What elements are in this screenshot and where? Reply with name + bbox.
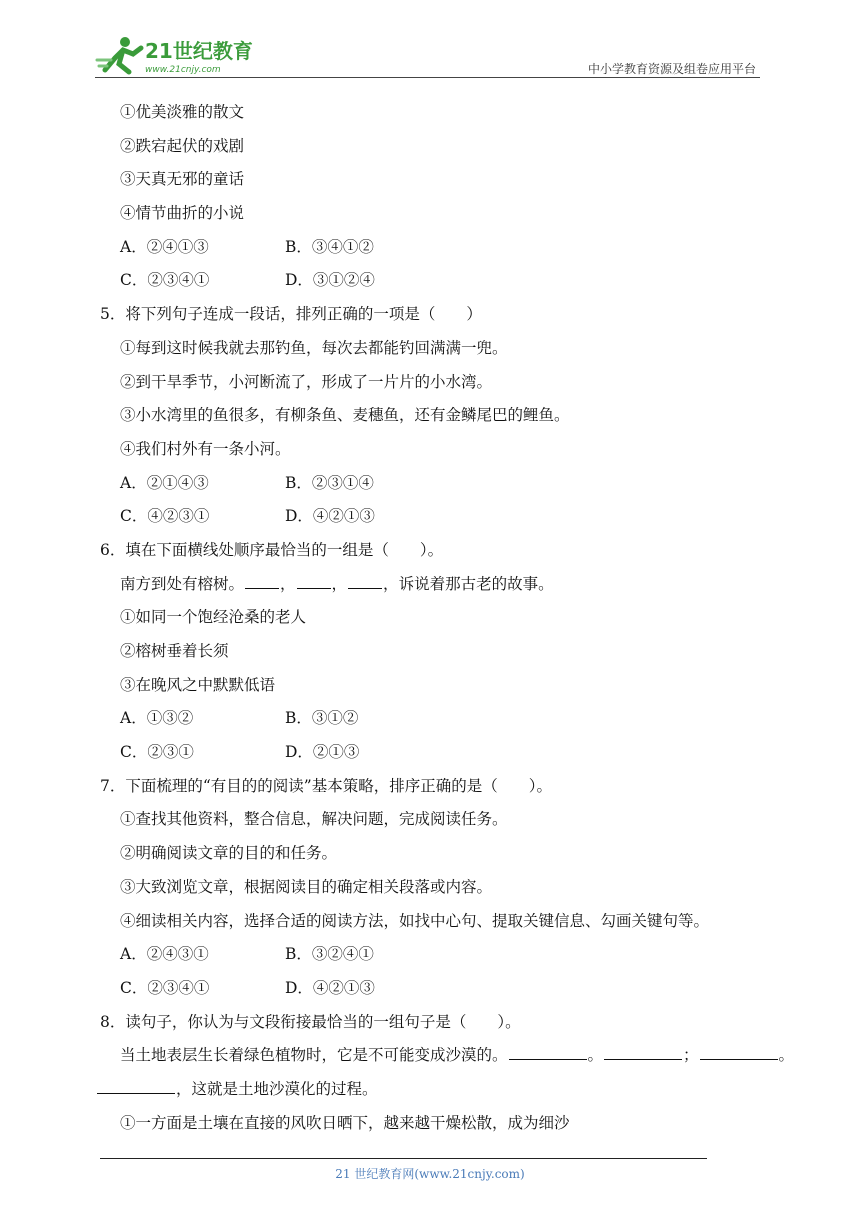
footer-divider [100,1158,707,1159]
q5-option-b: B．②③①④ [285,473,374,492]
q7-stem: 7．下面梳理的“有目的的阅读”基本策略，排序正确的是（ ）。 [100,776,552,795]
q6-item-3: ③在晚风之中默默低语 [120,675,276,694]
q7-option-c: C．②③④① [120,978,210,997]
q6-option-a: A．①③② [120,709,194,728]
q5-option-a: A．②①④③ [120,473,209,492]
q6-sentence-end: 诉说着那古老的故事。 [398,574,554,593]
q7-item-1: ①查找其他资料，整合信息，解决问题，完成阅读任务。 [120,810,508,829]
q6-sentence-start: 南方到处有榕树。 [120,574,245,593]
blank-3 [348,574,382,589]
q8-item-1: ①一方面是土壤在直接的风吹日晒下，越来越干燥松散，成为细沙 [120,1113,570,1132]
q5-item-4: ④我们村外有一条小河。 [120,439,291,458]
logo [95,34,265,76]
q6-options-row-2 [96,736,776,770]
q6-option-c: C．②③① [120,743,194,762]
blank-1 [245,574,279,589]
blank-2 [297,574,331,589]
q4-option-d: D．③①②④ [285,271,375,290]
blank-3 [700,1045,778,1060]
q5-options-row-1 [96,467,776,501]
q5-option-d: D．④②①③ [285,507,375,526]
q8-passage-line-1: 当土地表层生长着绿色植物时，它是不可能变成沙漠的。 。 ； 。 [120,1046,795,1065]
svg-text:21世纪教育: 21世纪教育 [145,39,253,63]
q7-item-3: ③大致浏览文章，根据阅读目的确定相关段落或内容。 [120,877,493,896]
q6-option-b: B．③①② [285,709,359,728]
footer-text: 21 世纪教育网(www.21cnjy.com) [335,1167,525,1181]
q4-option-c: C．②③④① [120,271,210,290]
platform-name: 中小学教育资源及组卷应用平台 [587,62,756,76]
q4-option-a: A．②④①③ [120,237,209,256]
blank-4 [97,1079,175,1094]
q4-item-2: ②跌宕起伏的戏剧 [120,136,245,155]
svg-text:www.21cnjy.com: www.21cnjy.com [145,65,221,75]
q7-option-b: B．③②④① [285,945,374,964]
blank-2 [604,1045,682,1060]
q7-item-2: ②明确阅读文章的目的和任务。 [120,844,338,863]
q7-option-a: A．②④③① [120,945,209,964]
q5-option-c: C．④②③① [120,507,210,526]
q8-stem: 8．读句子，你认为与文段衔接最恰当的一组句子是（ ）。 [100,1012,521,1031]
q5-item-2: ②到干旱季节，小河断流了，形成了一片片的小水湾。 [120,372,493,391]
q5-item-1: ①每到这时候我就去那钓鱼，每次去都能钓回满满一兜。 [120,338,508,357]
q7-options-row-1 [96,938,776,972]
q6-options-row-1 [96,702,776,736]
q4-options-row-1 [96,231,776,265]
header-divider [95,77,760,78]
q6-sentence: 南方到处有榕树。 ， ， ，诉说着那古老的故事。 [120,574,554,593]
q4-option-b: B．③④①② [285,237,374,256]
question-content [96,96,795,1140]
q7-options-row-2 [96,972,776,1006]
q6-option-d: D．②①③ [285,743,360,762]
q4-options-row-2 [96,264,776,298]
running-figure-icon [97,37,141,72]
q4-item-1: ①优美淡雅的散文 [120,103,245,121]
q4-item-3: ③天真无邪的童话 [120,170,245,189]
q8-passage-end: ，这就是土地沙漠化的过程。 [176,1079,378,1098]
q5-options-row-2 [96,500,776,534]
q5-stem: 5．将下列句子连成一段话，排列正确的一项是（ ） [100,305,482,324]
q6-item-2: ②榕树垂着长须 [120,642,229,660]
q7-item-4: ④细读相关内容，选择合适的阅读方法，如找中心句、提取关键信息、勾画关键句等。 [120,911,710,930]
blank-1 [509,1045,587,1060]
q6-item-1: ①如同一个饱经沧桑的老人 [120,608,307,627]
q4-item-4: ④情节曲折的小说 [120,204,245,223]
q5-item-3: ③小水湾里的鱼很多，有柳条鱼、麦穗鱼，还有金鳞尾巴的鲤鱼。 [120,406,570,425]
q6-stem: 6．填在下面横线处顺序最恰当的一组是（ ）。 [100,540,444,559]
q8-passage-start: 当土地表层生长着绿色植物时，它是不可能变成沙漠的。 [120,1046,508,1065]
q7-option-d: D．④②①③ [285,978,375,997]
q8-passage-line-2 [96,1073,776,1107]
page-header [95,30,760,78]
